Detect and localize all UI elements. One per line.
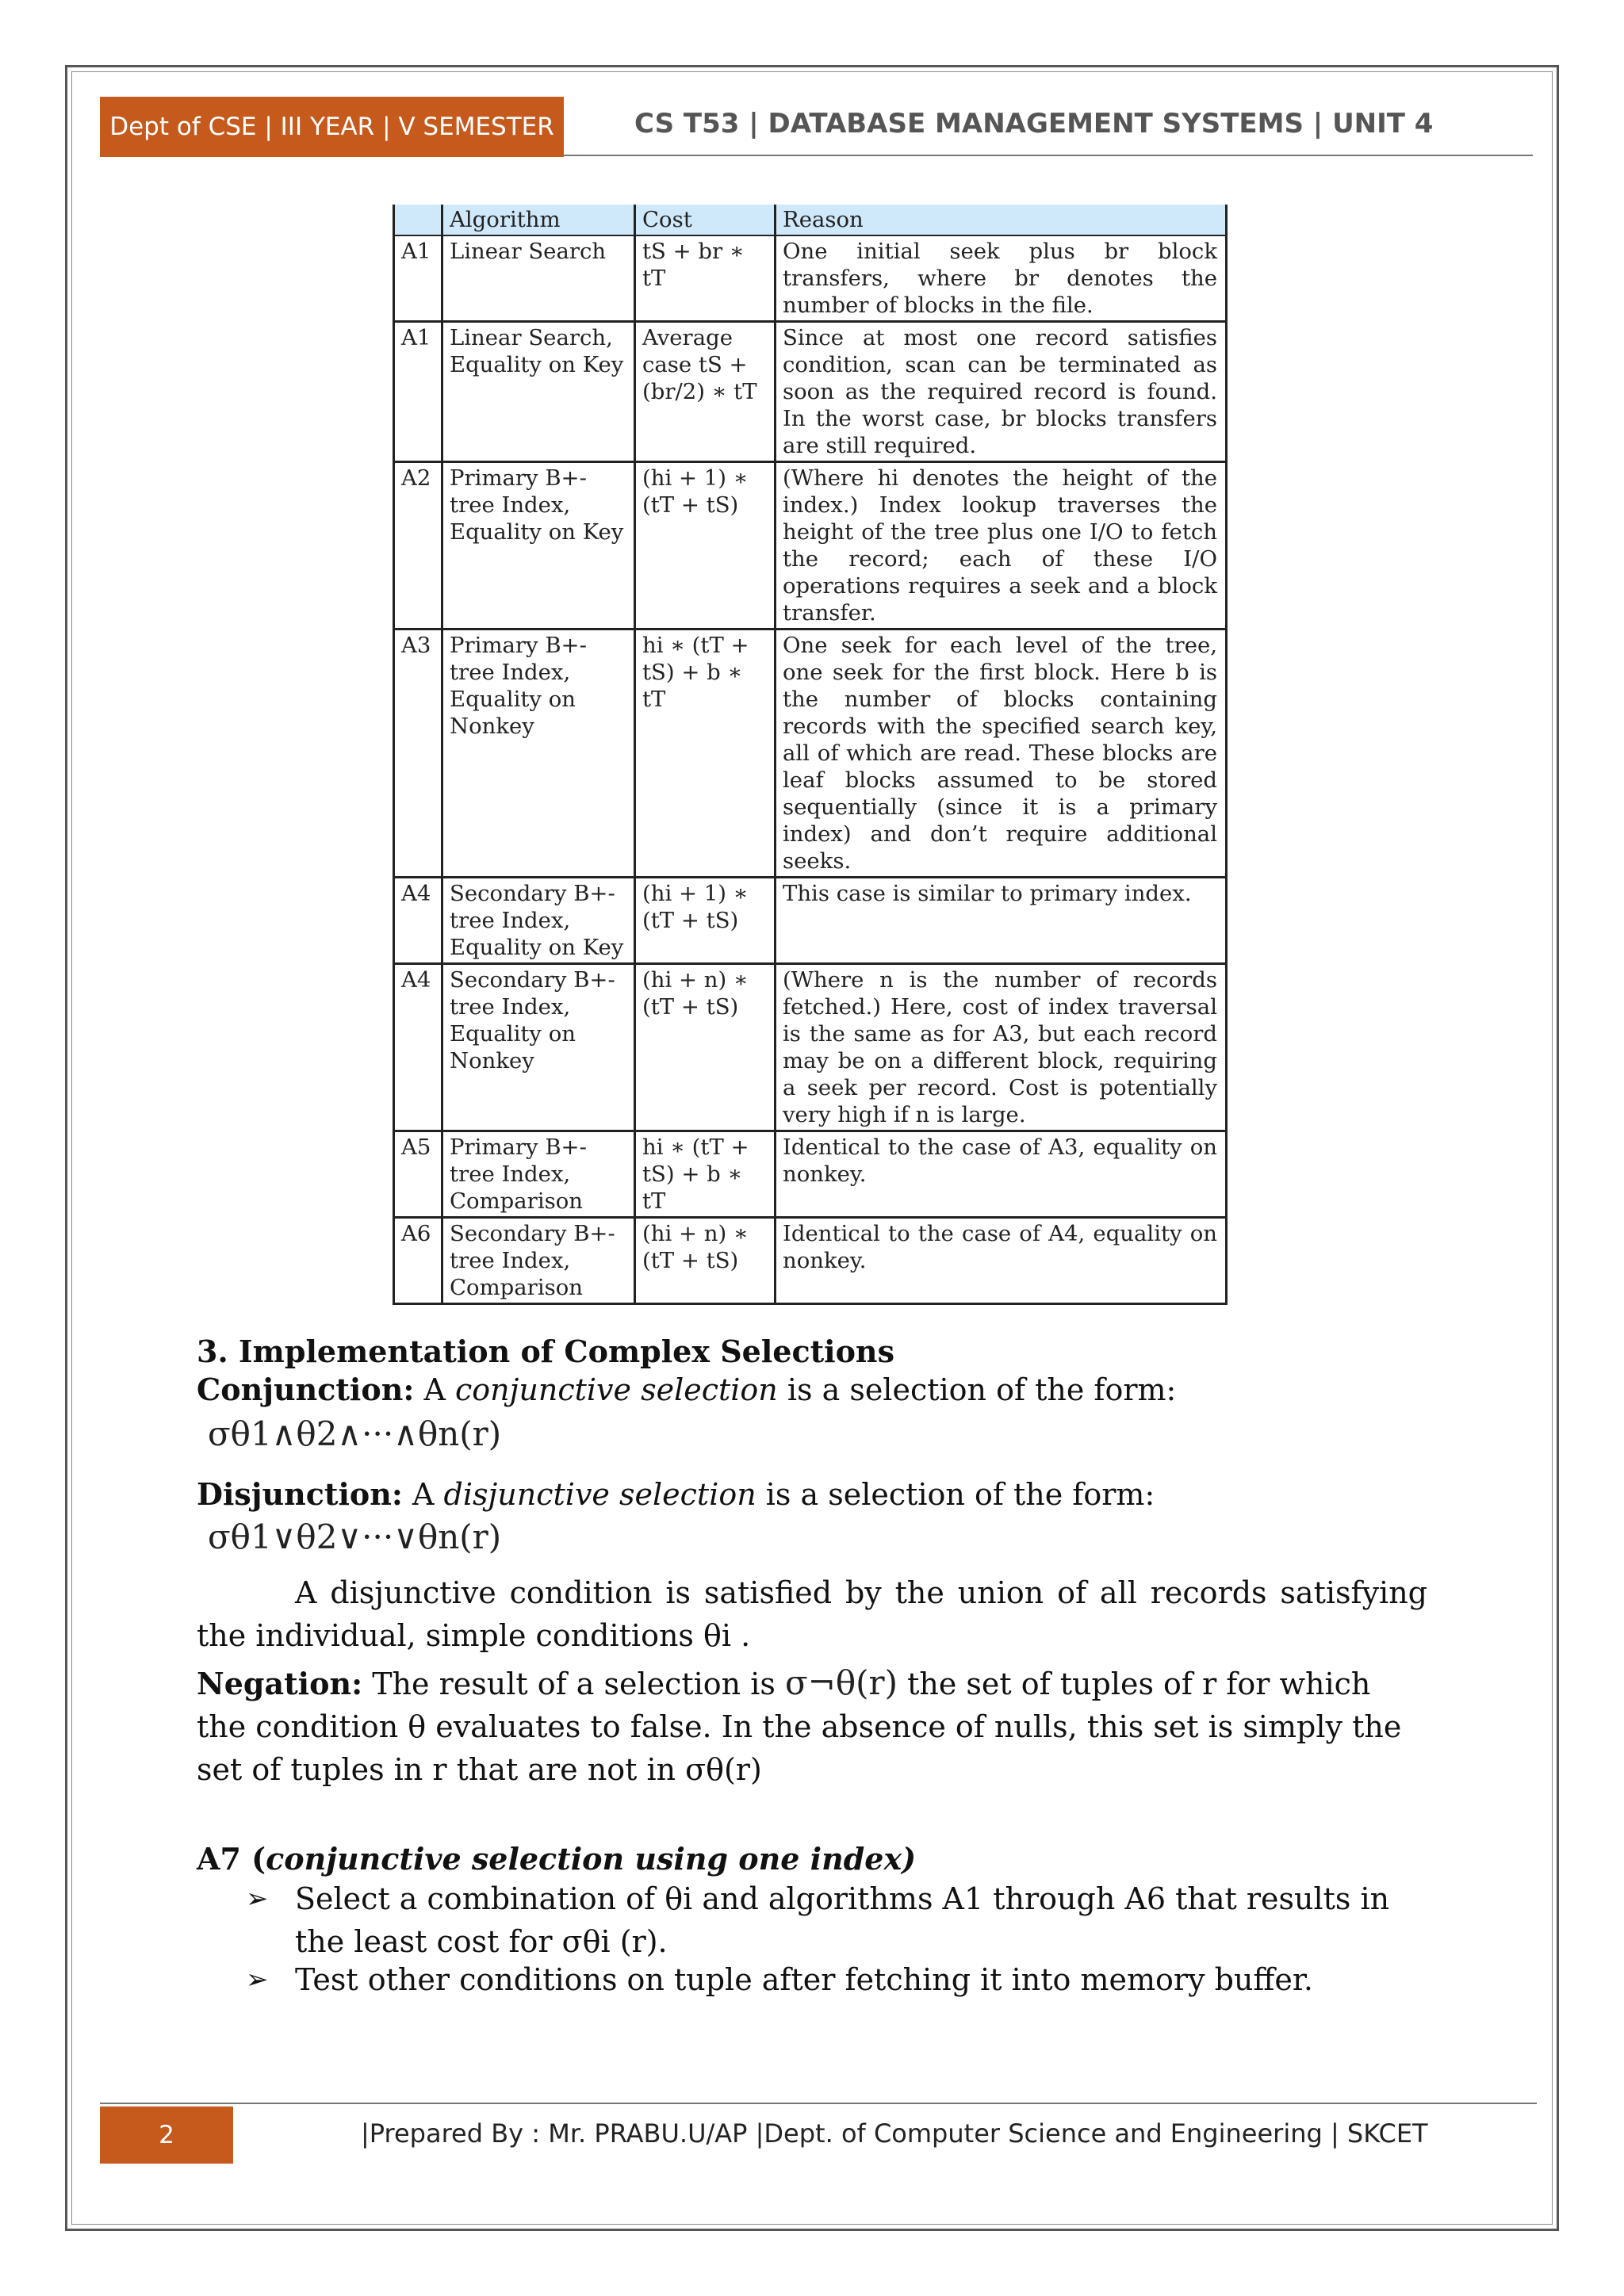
negation-text-1: The result of a selection is — [372, 1667, 776, 1701]
table-row — [394, 1218, 1227, 1304]
conjunction-label: Conjunction: — [197, 1372, 415, 1407]
row-id: A1 — [394, 235, 442, 322]
table-row — [394, 878, 1227, 964]
row-algorithm: Primary B+-tree Index, Equality on Nonkey — [442, 629, 635, 878]
row-id: A1 — [394, 322, 442, 462]
row-id: A2 — [394, 462, 442, 629]
row-algorithm: Linear Search — [442, 235, 635, 322]
disjunction-post: is a selection of the form: — [756, 1477, 1155, 1512]
conjunction-line — [197, 1368, 1427, 1411]
row-cost: (hi + n) ∗ (tT + tS) — [635, 964, 776, 1131]
row-algorithm: Linear Search, Equality on Key — [442, 322, 635, 462]
row-reason: Since at most one record satisfies condition, scan can be terminated as soon as the required record is found. In the worst case, br blocks transfers are still required. — [783, 325, 1217, 458]
row-reason: One initial seek plus br block transfers, where br denotes the number of blocks in the file. — [783, 239, 1217, 318]
row-cost: (hi + n) ∗ (tT + tS) — [635, 1218, 776, 1304]
row-cost: tS + br ∗ tT — [635, 235, 776, 322]
a7-heading — [197, 1838, 1427, 1881]
table-header-row — [394, 205, 1227, 235]
a7-title: conjunctive selection using one index) — [266, 1841, 917, 1877]
arrow-bullet-icon: ➢ — [246, 1883, 269, 1915]
table-row — [394, 629, 1227, 878]
row-id: A4 — [394, 964, 442, 1131]
negation-text-2: the set of tuples of r for which the condition θ evaluates to false. In the absence of nulls, this set is simply the set of tuples in r that are not in σθ(r) — [197, 1667, 1402, 1787]
row-reason: Identical to the case of A3, equality on nonkey. — [783, 1135, 1217, 1187]
row-algorithm: Secondary B+-tree Index, Equality on Key — [442, 878, 635, 964]
row-reason: Identical to the case of A4, equality on nonkey. — [783, 1221, 1217, 1273]
row-reason: One seek for each level of the tree, one seek for the first block. Here b is the number of blocks containing records with the specified search key, all of which are read. These blocks are leaf blocks assumed to be stored sequentially (since it is a primary index) and don’t require additional seeks. — [783, 633, 1217, 874]
row-id: A5 — [394, 1131, 442, 1218]
disjunction-paragraph: A disjunctive condition is satisfied by the union of all records satisfying the individual, simple conditions θi . — [197, 1575, 1427, 1653]
header-rule — [564, 155, 1533, 156]
row-reason: (Where n is the number of records fetched.) Here, cost of index traversal is the same as for A3, but each record may be on a different block, requiring a seek per record. Cost is potentially very high if n is large. — [783, 967, 1217, 1127]
row-cost: hi ∗ (tT + tS) + b ∗ tT — [635, 1131, 776, 1218]
header-cell-algorithm: Algorithm — [442, 205, 635, 235]
row-id: A6 — [394, 1218, 442, 1304]
row-cost: (hi + 1) ∗ (tT + tS) — [635, 878, 776, 964]
bullet-text: Select a combination of θi and algorithms A1 through A6 that results in the least cost for σθi (r). — [295, 1881, 1390, 1959]
disjunction-term: disjunctive selection — [443, 1477, 756, 1512]
header-cell-id — [394, 205, 442, 235]
a7-label: A7 ( — [197, 1841, 266, 1877]
table-row — [394, 964, 1227, 1131]
negation-formula: σ¬θ(r) — [784, 1663, 898, 1702]
conjunction-formula: σθ1∧θ2∧···∧θn(r) — [208, 1414, 502, 1453]
conjunction-post: is a selection of the form: — [777, 1372, 1177, 1407]
table-row — [394, 235, 1227, 322]
header-course-title: CS T53 | DATABASE MANAGEMENT SYSTEMS | UNIT 4 — [634, 108, 1434, 140]
negation-paragraph — [197, 1662, 1427, 1791]
disjunction-pre: A — [402, 1477, 444, 1512]
disjunction-line — [197, 1473, 1427, 1516]
section-heading: 3. Implementation of Complex Selections — [197, 1334, 894, 1369]
header-cell-cost: Cost — [635, 205, 776, 235]
footer-rule — [100, 2103, 1537, 2104]
row-id: A3 — [394, 629, 442, 878]
bullet-text: Test other conditions on tuple after fetching it into memory buffer. — [295, 1962, 1313, 1997]
row-reason: (Where hi denotes the height of the index.) Index lookup traverses the height of the tree plus one I/O to fetch the record; each of these I/O operations requires a seek and a block transfer. — [783, 465, 1217, 626]
row-id: A4 — [394, 878, 442, 964]
row-algorithm: Primary B+-tree Index, Equality on Key — [442, 462, 635, 629]
table-row — [394, 322, 1227, 462]
page-number: 2 — [100, 2107, 233, 2164]
conjunction-term: conjunctive selection — [454, 1372, 778, 1407]
list-item — [246, 1958, 1435, 2003]
cost-table — [393, 205, 1228, 1305]
row-cost: (hi + 1) ∗ (tT + tS) — [635, 462, 776, 629]
table-row — [394, 462, 1227, 629]
disjunction-formula: σθ1∨θ2∨···∨θn(r) — [208, 1517, 502, 1556]
arrow-bullet-icon: ➢ — [246, 1964, 269, 1996]
table-row — [394, 1131, 1227, 1218]
row-reason: This case is similar to primary index. — [783, 881, 1192, 906]
row-algorithm: Secondary B+-tree Index, Comparison — [442, 1218, 635, 1304]
disjunction-label: Disjunction: — [197, 1476, 403, 1512]
footer-credit: |Prepared By : Mr. PRABU.U/AP |Dept. of Computer Science and Engineering | SKCET — [361, 2118, 1428, 2149]
list-item — [246, 1877, 1435, 1965]
header-cell-reason: Reason — [776, 205, 1227, 235]
row-algorithm: Primary B+-tree Index, Comparison — [442, 1131, 635, 1218]
selection-cost-table — [393, 205, 1228, 1305]
negation-label: Negation: — [197, 1666, 363, 1701]
row-cost: Average case tS + (br/2) ∗ tT — [635, 322, 776, 462]
row-algorithm: Secondary B+-tree Index, Equality on Nonkey — [442, 964, 635, 1131]
row-cost: hi ∗ (tT + tS) + b ∗ tT — [635, 629, 776, 878]
header-dept-banner: Dept of CSE | III YEAR | V SEMESTER — [100, 97, 564, 157]
conjunction-pre: A — [414, 1372, 455, 1407]
